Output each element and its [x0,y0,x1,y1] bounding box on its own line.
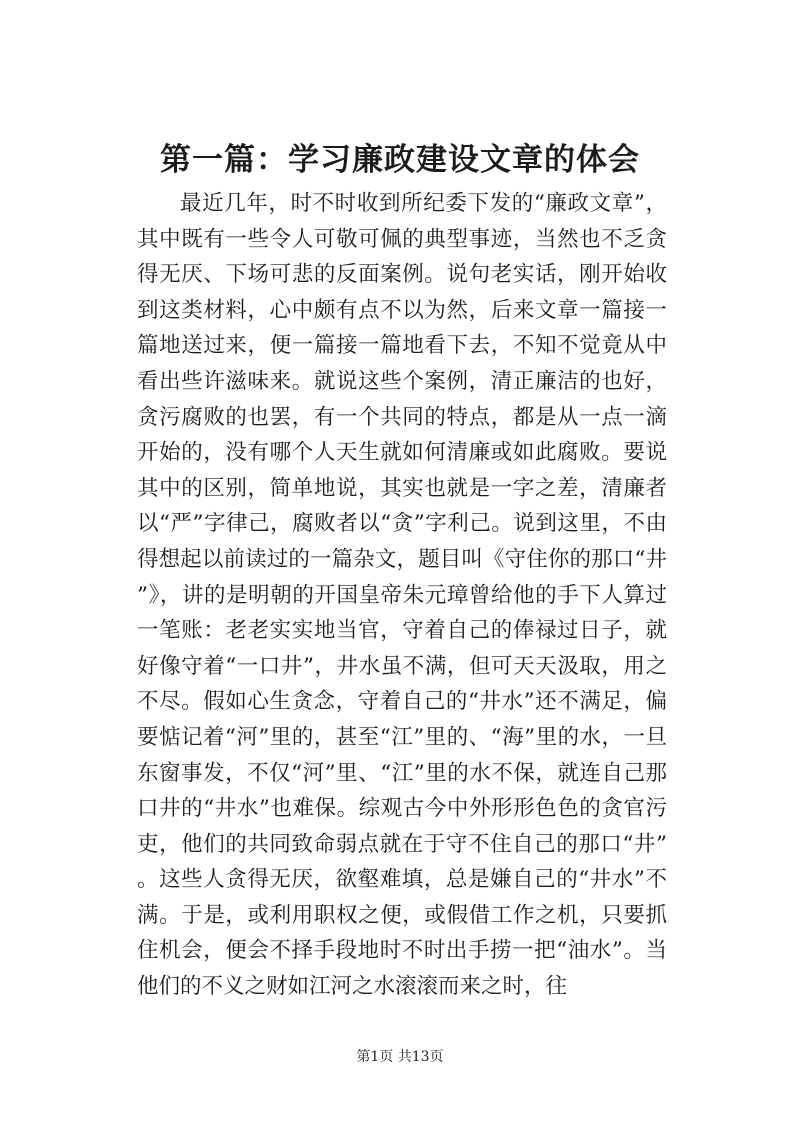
body-paragraph: 最近几年，时不时收到所纪委下发的“廉政文章”，其中既有一些令人可敬可佩的典型事迹，当然也不乏贪得无厌、下场可悲的反面案例。说句老实话，刚开始收到这类材料，心中颇有点不以为然，后来文章一篇接一篇地送过来，便一篇接一篇地看下去，不知不觉竟从中看出些许滋味来。就说这些个案例，清正廉洁的也好，贪污腐败的也罢，有一个共同的特点，都是从一点一滴开始的，没有哪个人天生就如何清廉或如此腐败。要说其中的区别，简单地说，其实也就是一字之差，清廉者以“严”字律己，腐败者以“贪”字利己。说到这里，不由得想起以前读过的一篇杂文，题目叫《守住你的那口“井”》，讲的是明朝的开国皇帝朱元璋曾给他的手下人算过一笔账：老老实实地当官，守着自己的俸禄过日子，就好像守着“一口井”，井水虽不满，但可天天汲取，用之不尽。假如心生贪念，守着自己的“井水”还不满足，偏要惦记着“河”里的，甚至“江”里的、“海”里的水，一旦东窗事发，不仅“河”里、“江”里的水不保，就连自己那口井的“井水”也难保。综观古今中外形形色色的贪官污吏，他们的共同致命弱点就在于守不住自己的那口“井”。这些人贪得无厌，欲壑难填，总是嫌自己的“井水”不满。于是，或利用职权之便，或假借工作之机，只要抓住机会，便会不择手段地时不时出手捞一把“油水”。当他们的不义之财如江河之水滚滚而来之时，往 [137,191,667,1000]
page-number-footer: 第1页 共13页 [356,1049,444,1065]
document-title: 第一篇：学习廉政建设文章的体会 [160,142,640,178]
